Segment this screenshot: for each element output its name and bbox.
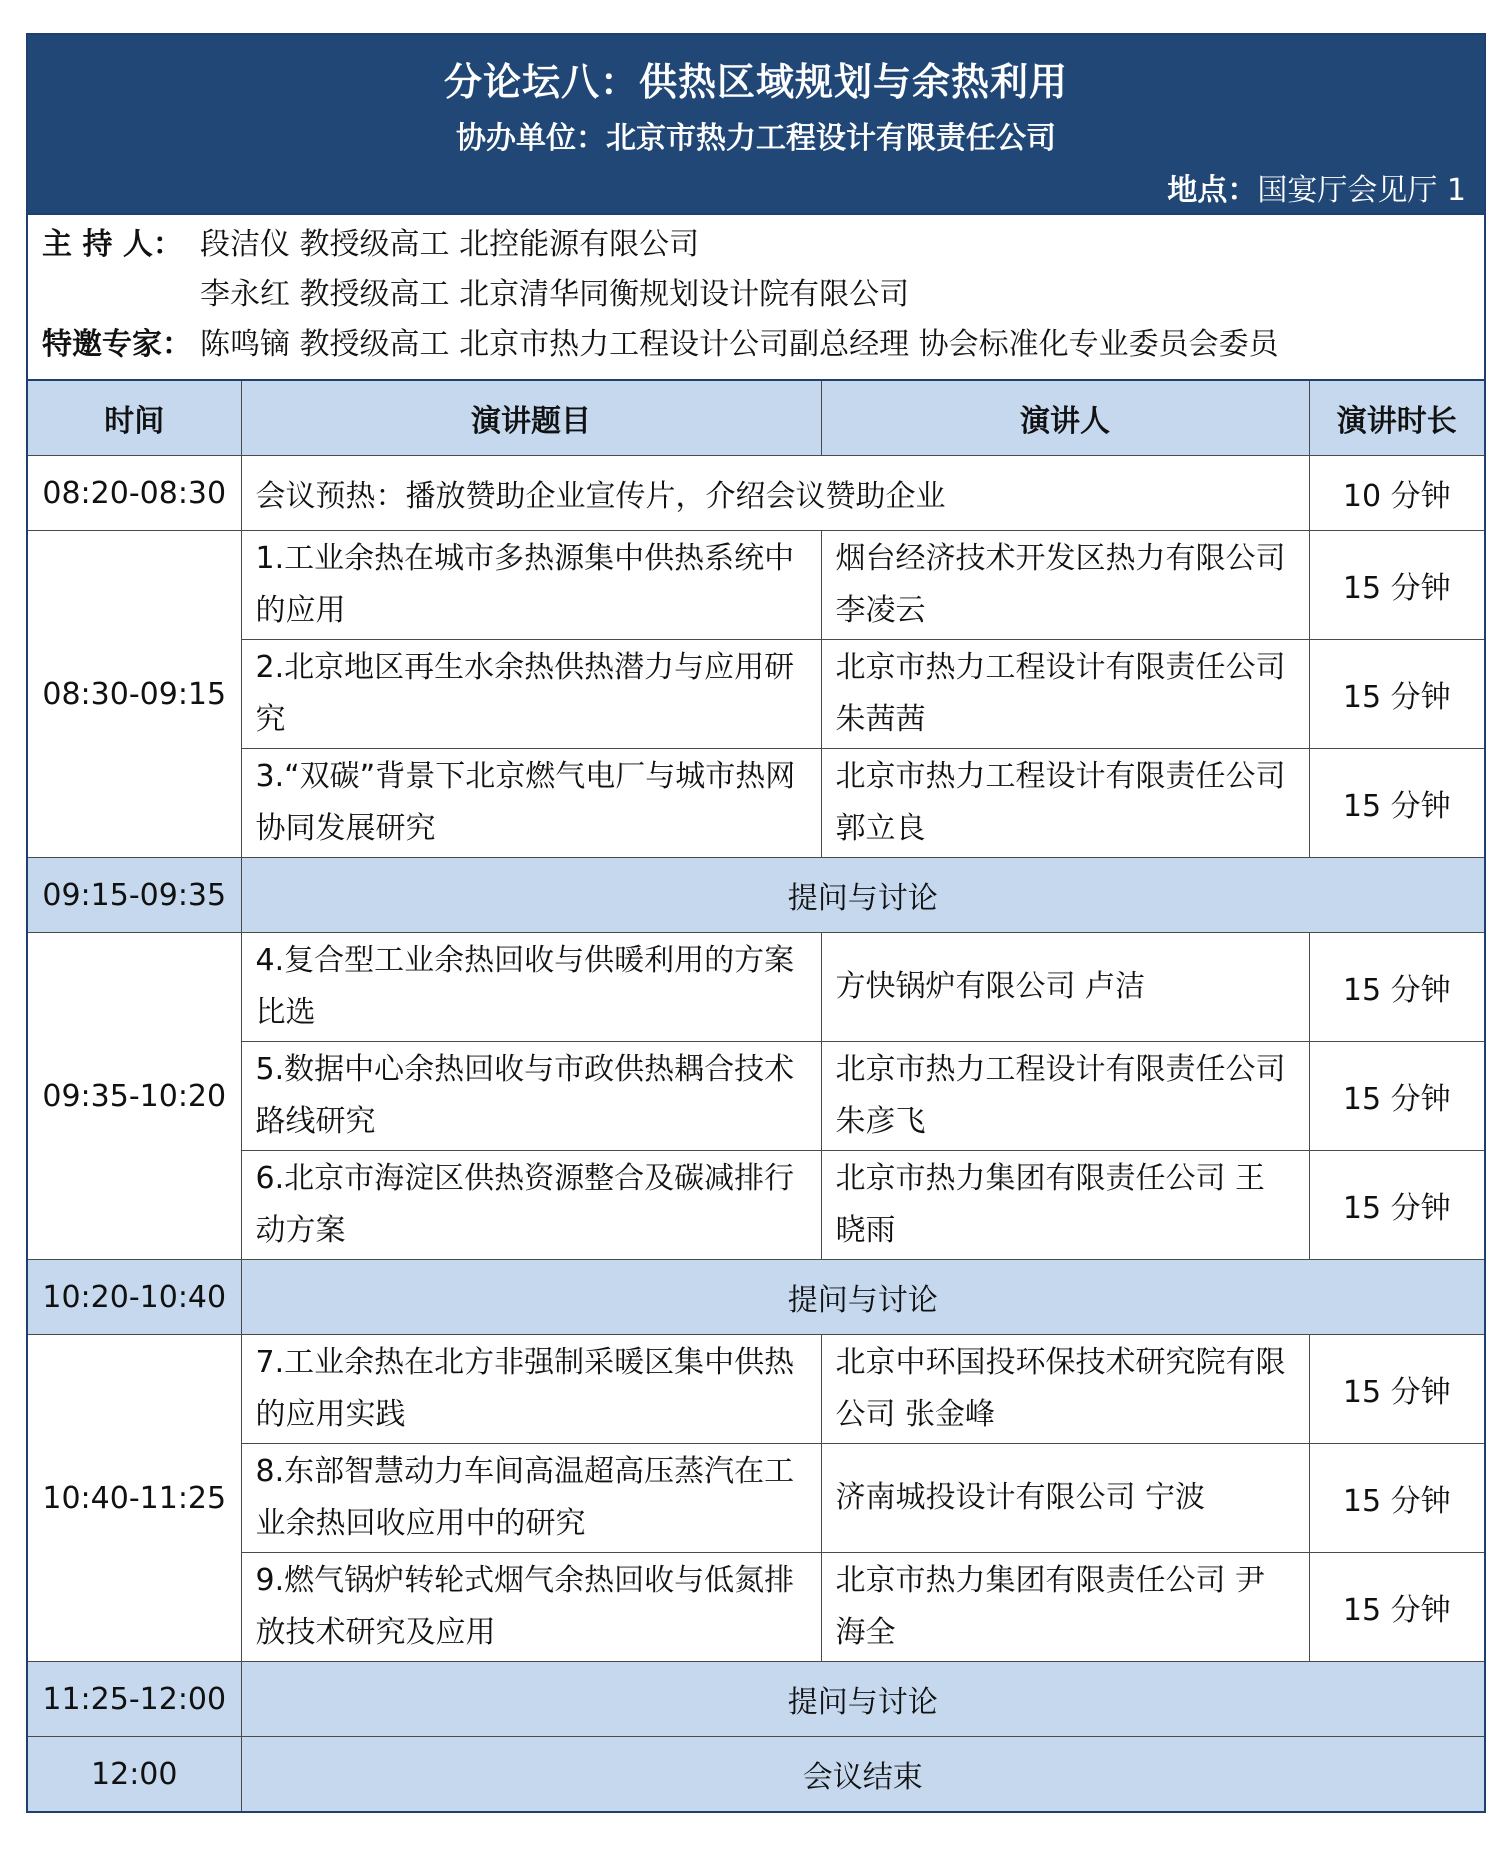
agenda-table [28,379,1484,1811]
session-text: 会议预热：播放赞助企业宣传片，介绍会议赞助企业 [241,456,1309,531]
duration-cell: 15 分钟 [1309,640,1484,749]
talk-speaker: 北京市热力工程设计有限责任公司 朱彦飞 [821,1042,1309,1151]
table-header-row [28,380,1484,456]
talk-speaker: 北京市热力工程设计有限责任公司 朱茜茜 [821,640,1309,749]
header-speaker: 演讲人 [821,380,1309,456]
talk-speaker: 烟台经济技术开发区热力有限公司 李凌云 [821,531,1309,640]
forum-banner [28,35,1484,213]
talk-title: 1.工业余热在城市多热源集中供热系统中的应用 [241,531,821,640]
venue-value: 国宴厅会见厅 1 [1257,173,1466,208]
duration-cell: 15 分钟 [1309,1042,1484,1151]
talk-speaker: 北京中环国投环保技术研究院有限公司 张金峰 [821,1335,1309,1444]
table-row [28,749,1484,858]
duration-cell: 15 分钟 [1309,1335,1484,1444]
table-row [28,640,1484,749]
venue [1167,165,1466,209]
header-duration: 演讲时长 [1309,380,1484,456]
table-row [28,456,1484,531]
time-cell: 10:40-11:25 [28,1335,241,1662]
talk-title: 5.数据中心余热回收与市政供热耦合技术路线研究 [241,1042,821,1151]
duration-cell: 15 分钟 [1309,1444,1484,1553]
table-row [28,1737,1484,1812]
host-line-2 [42,273,909,317]
duration-cell: 15 分钟 [1309,749,1484,858]
duration-cell: 15 分钟 [1309,933,1484,1042]
time-cell: 10:20-10:40 [28,1260,241,1335]
table-row [28,1335,1484,1444]
host-2: 李永红 教授级高工 北京清华同衡规划设计院有限公司 [200,277,910,312]
expert-line [42,323,1279,367]
talk-title: 8.东部智慧动力车间高温超高压蒸汽在工业余热回收应用中的研究 [241,1444,821,1553]
expert-label: 特邀专家： [42,327,192,362]
host-label: 主 持 人： [42,227,183,262]
forum-title: 分论坛八：供热区域规划与余热利用 [443,60,1068,104]
talk-title: 7.工业余热在北方非强制采暖区集中供热的应用实践 [241,1335,821,1444]
talk-speaker: 济南城投设计有限公司 宁波 [821,1444,1309,1553]
discussion-cell: 提问与讨论 [241,858,1484,933]
closing-cell: 会议结束 [241,1737,1484,1812]
table-row [28,531,1484,640]
expert-1: 陈鸣镝 教授级高工 北京市热力工程设计公司副总经理 协会标准化专业委员会委员 [200,327,1279,362]
talk-speaker: 方快锅炉有限公司 卢洁 [821,933,1309,1042]
duration-cell: 15 分钟 [1309,1553,1484,1662]
host-1: 段洁仪 教授级高工 北控能源有限公司 [200,227,700,262]
talk-title: 2.北京地区再生水余热供热潜力与应用研究 [241,640,821,749]
time-cell: 11:25-12:00 [28,1662,241,1737]
talk-title: 9.燃气锅炉转轮式烟气余热回收与低氮排放技术研究及应用 [241,1553,821,1662]
table-row [28,1042,1484,1151]
hosts-section [28,213,1484,379]
table-row [28,858,1484,933]
talk-speaker: 北京市热力集团有限责任公司 尹海全 [821,1553,1309,1662]
agenda-card [26,33,1486,1813]
header-time: 时间 [28,380,241,456]
talk-speaker: 北京市热力工程设计有限责任公司 郭立良 [821,749,1309,858]
duration-cell: 10 分钟 [1309,456,1484,531]
time-cell: 12:00 [28,1737,241,1812]
duration-cell: 15 分钟 [1309,531,1484,640]
venue-label: 地点： [1167,173,1258,208]
talk-speaker: 北京市热力集团有限责任公司 王晓雨 [821,1151,1309,1260]
time-cell: 09:15-09:35 [28,858,241,933]
duration-cell: 15 分钟 [1309,1151,1484,1260]
discussion-cell: 提问与讨论 [241,1662,1484,1737]
table-row [28,1662,1484,1737]
table-row [28,1444,1484,1553]
discussion-cell: 提问与讨论 [241,1260,1484,1335]
time-cell: 08:30-09:15 [28,531,241,858]
table-row [28,1151,1484,1260]
time-cell: 08:20-08:30 [28,456,241,531]
host-line-1 [42,223,699,267]
talk-title: 6.北京市海淀区供热资源整合及碳减排行动方案 [241,1151,821,1260]
table-row [28,1260,1484,1335]
talk-title: 4.复合型工业余热回收与供暖利用的方案比选 [241,933,821,1042]
talk-title: 3.“双碳”背景下北京燃气电厂与城市热网协同发展研究 [241,749,821,858]
organizer: 协办单位：北京市热力工程设计有限责任公司 [456,121,1056,156]
time-cell: 09:35-10:20 [28,933,241,1260]
table-row [28,933,1484,1042]
table-row [28,1553,1484,1662]
header-topic: 演讲题目 [241,380,821,456]
